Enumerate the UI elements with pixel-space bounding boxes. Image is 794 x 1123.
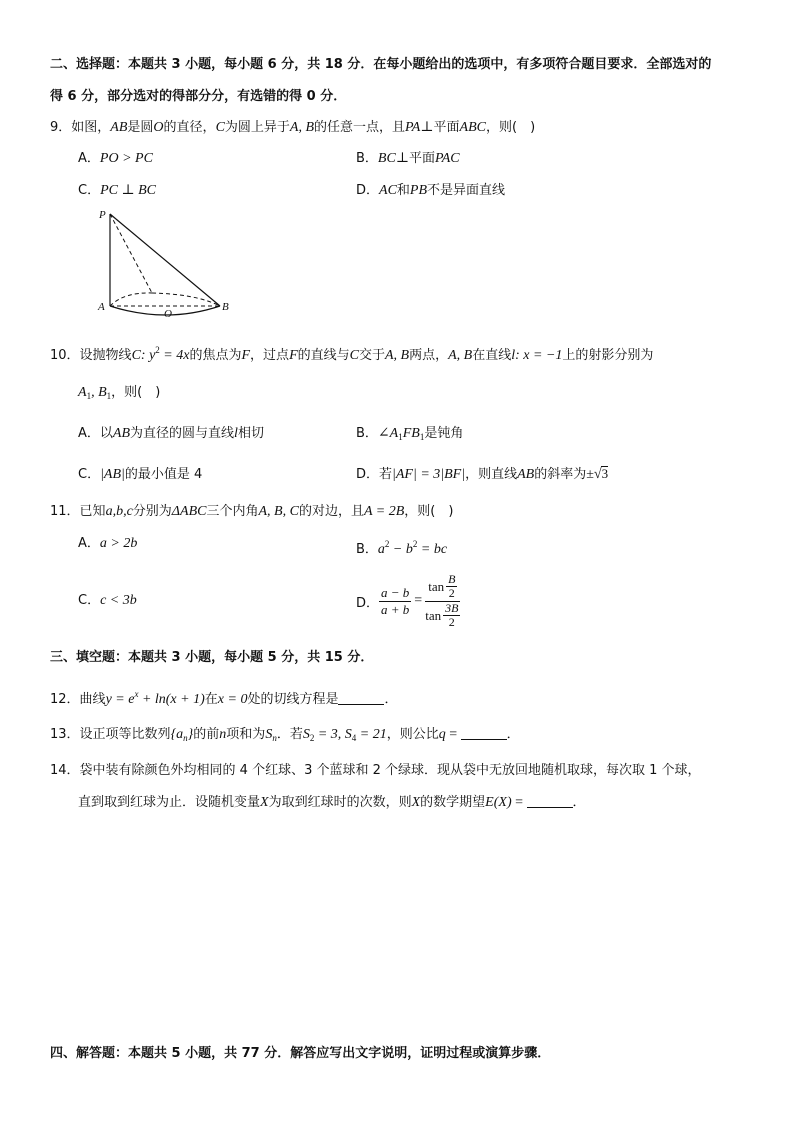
math: + ln(x + 1) — [138, 692, 205, 707]
math: A, B — [448, 348, 473, 363]
denominator: a + b — [381, 601, 410, 617]
option-math: a > 2b — [99, 536, 138, 551]
q11-option-c — [78, 592, 137, 610]
q9-text: 是圆 — [127, 120, 154, 135]
question-number: 9． — [50, 120, 72, 135]
q9-text: 的直径， — [163, 120, 216, 135]
sqrt-radicand: 3 — [601, 466, 609, 481]
question-11 — [50, 503, 453, 521]
math: a,b,c — [105, 504, 133, 519]
option-label: D． — [356, 595, 380, 611]
q14-text: ． — [572, 795, 586, 810]
math: x = 0 — [217, 692, 248, 707]
question-number: 14． — [50, 763, 80, 778]
math: A, B, C — [258, 504, 299, 519]
q12-text: ． — [384, 692, 398, 707]
math: X — [411, 795, 421, 810]
q13-text: 的前 — [193, 727, 220, 742]
option-math: l — [234, 426, 238, 441]
q10-text: 两点， — [409, 348, 449, 363]
superscript: 2 — [155, 345, 160, 355]
option-label: B． — [356, 426, 378, 441]
numerator: B — [448, 572, 456, 586]
option-math: AB — [112, 426, 131, 441]
option-text: 平面 — [408, 151, 435, 166]
q11-option-a — [78, 535, 137, 553]
q10-text: 设抛物线 — [79, 348, 132, 363]
option-math: = bc — [417, 542, 448, 557]
q10-text: ，则( ) — [111, 385, 161, 400]
q13-text: 项和为 — [226, 727, 266, 742]
option-text: 为直径的圆与直线 — [130, 426, 235, 441]
3b-over-2 — [443, 602, 460, 629]
tan-function: tan — [428, 578, 445, 594]
q10-text: 在直线 — [472, 348, 512, 363]
math: l — [511, 348, 516, 363]
option-math: AB — [517, 467, 535, 482]
q11-option-b — [356, 535, 447, 559]
math: {a — [170, 727, 184, 742]
q9-text: 的任意一点，且 — [314, 120, 406, 135]
option-label: A． — [78, 536, 100, 551]
q9-option-a — [78, 150, 153, 168]
q11-text: ，则( ) — [404, 504, 454, 519]
math: n — [219, 727, 227, 742]
numerator: 3B — [445, 601, 459, 615]
q9-text: 平面 — [433, 120, 460, 135]
q10-option-a — [78, 425, 264, 443]
q10-option-b — [356, 425, 463, 446]
q14-text: 为取到红球时的次数，则 — [268, 795, 412, 810]
q10-text: 的焦点为 — [189, 348, 242, 363]
q11-text: 三个内角 — [206, 504, 259, 519]
q11-option-d — [356, 566, 460, 636]
option-math: AC — [379, 183, 397, 198]
math-o: O — [153, 120, 164, 135]
tan-ratio-denominator — [425, 602, 460, 629]
q12-text: 处的切线方程是 — [247, 692, 339, 707]
q9-option-c — [78, 182, 156, 200]
plus-minus-symbol: ± — [586, 467, 594, 482]
perp-symbol: ⊥ — [395, 151, 409, 166]
b-over-2 — [446, 573, 457, 600]
fig-label-b: B — [222, 301, 229, 313]
math: F — [241, 348, 251, 363]
option-math: |AB| — [100, 467, 125, 482]
math: S — [265, 727, 273, 742]
option-label: D． — [356, 183, 380, 198]
option-text: 和 — [396, 183, 410, 198]
option-label: D． — [356, 467, 380, 482]
q10-line2 — [78, 384, 160, 405]
question-number: 12． — [50, 692, 80, 707]
math: y = e — [105, 692, 135, 707]
denominator: 2 — [448, 615, 455, 629]
q13-text: 设正项等比数列 — [79, 727, 171, 742]
fig-label-o: O — [164, 308, 172, 320]
math: = 3, S — [314, 727, 352, 742]
option-label: B． — [356, 542, 378, 557]
math: A — [78, 385, 87, 400]
numerator: a − b — [381, 584, 410, 600]
math: : x = −1 — [515, 348, 563, 363]
q12-text: 曲线 — [79, 692, 106, 707]
fig-label-a: A — [98, 301, 105, 313]
math: A = 2B — [363, 504, 405, 519]
subscript: 1 — [398, 432, 403, 442]
q10-text: 的直线与 — [297, 348, 350, 363]
option-label: C． — [78, 183, 101, 198]
option-text: 相切 — [237, 426, 264, 441]
q9-text: 如图， — [71, 120, 111, 135]
fraction-a-minus-b-over-a-plus-b — [379, 585, 411, 618]
math: A, B — [385, 348, 410, 363]
subscript: n — [183, 733, 188, 743]
math: q — [438, 727, 446, 742]
q10-text: 交于 — [358, 348, 385, 363]
subscript: n — [272, 733, 277, 743]
option-text: 不是异面直线 — [427, 183, 506, 198]
math: = 21 — [356, 727, 387, 742]
superscript: x — [134, 689, 139, 699]
answer-blank[interactable] — [527, 795, 573, 808]
math: C — [131, 348, 141, 363]
question-number: 10． — [50, 348, 80, 363]
q13-text: ，则公比 — [386, 727, 439, 742]
equals-sign: = — [445, 727, 461, 742]
question-14-line1 — [50, 762, 701, 780]
option-text: 若 — [379, 467, 393, 482]
option-math: PB — [409, 183, 428, 198]
math: S — [302, 727, 310, 742]
question-14-line2 — [78, 794, 586, 812]
q11-text: 的对边，且 — [298, 504, 364, 519]
question-13 — [50, 726, 520, 747]
equals-sign: = — [511, 795, 527, 810]
option-math: PAC — [435, 151, 460, 166]
superscript: 2 — [412, 539, 418, 549]
q12-text: 在 — [204, 692, 218, 707]
q10-text: 上的射影分别为 — [562, 348, 654, 363]
q14-text: 直到取到红球为止．设随机变量 — [78, 795, 261, 810]
question-number: 13． — [50, 727, 80, 742]
denominator: 2 — [448, 586, 455, 600]
option-label: C． — [78, 467, 101, 482]
option-math: c < 3b — [100, 593, 137, 608]
q9-option-d — [356, 182, 505, 200]
option-label: A． — [78, 426, 100, 441]
subscript: 1 — [86, 391, 92, 401]
q13-text: ． — [506, 727, 520, 742]
option-text: ，则直线 — [465, 467, 518, 482]
math: X — [260, 795, 269, 810]
option-math: ∠A — [377, 426, 399, 441]
option-text: 的最小值是 4 — [124, 467, 203, 482]
q10-option-c — [78, 466, 202, 484]
math: = 4x — [159, 348, 190, 363]
question-10 — [50, 341, 653, 365]
math: F — [289, 348, 298, 363]
q11-text: 分别为 — [132, 504, 172, 519]
fig-label-p: P — [99, 209, 106, 221]
q10-text: ，过点 — [250, 348, 290, 363]
math: ΔABC — [171, 504, 207, 519]
option-text: 以 — [99, 426, 113, 441]
answer-blank[interactable] — [461, 727, 507, 740]
q9-text: ，则( ) — [486, 120, 536, 135]
section-2-header-line1: 二、选择题：本题共 3 小题，每小题 6 分，共 18 分．在每小题给出的选项中，有多项符合题目要求．全部选对的 — [50, 57, 712, 72]
subscript: 1 — [419, 432, 425, 442]
math: , B — [91, 385, 107, 400]
answer-blank[interactable] — [338, 692, 384, 705]
math: E(X) — [485, 795, 512, 810]
q9-text: 为圆上异于 — [224, 120, 290, 135]
option-label: A． — [78, 151, 100, 166]
option-math: BC — [377, 151, 396, 166]
option-math: |AF| = 3|BF| — [392, 467, 466, 482]
section-3-header: 三、填空题：本题共 3 小题，每小题 5 分，共 15 分． — [50, 650, 374, 665]
tan-ratio-fraction — [425, 573, 460, 629]
option-text: 的斜率为 — [534, 467, 587, 482]
q14-text: 袋中装有除颜色外均相同的 4 个红球、3 个蓝球和 2 个绿球．现从袋中无放回地随机取球，每次取 1 个球， — [79, 763, 701, 778]
question-9 — [50, 119, 535, 137]
math-a-b: A, B — [289, 120, 315, 135]
option-math: PO > PC — [99, 151, 153, 166]
option-label: C． — [78, 593, 101, 608]
q10-option-d — [356, 466, 608, 484]
equals-sign: = — [414, 593, 423, 608]
math-pa: PA — [405, 120, 421, 135]
q11-text: 已知 — [79, 504, 106, 519]
math-c: C — [215, 120, 225, 135]
option-math: a — [377, 542, 385, 557]
option-label: B． — [356, 151, 378, 166]
perp-symbol: ⊥ — [420, 120, 434, 135]
question-12 — [50, 685, 397, 709]
tan-ratio-numerator — [425, 573, 460, 602]
option-text: 是钝角 — [424, 426, 464, 441]
tan-function: tan — [425, 607, 442, 623]
q9-option-b — [356, 150, 460, 168]
question-number: 11． — [50, 504, 80, 519]
q9-figure-cone — [96, 206, 236, 320]
sqrt-sign: √ — [593, 467, 602, 482]
q14-text: 的数学期望 — [420, 795, 486, 810]
math: C — [349, 348, 359, 363]
option-math: FB — [402, 426, 420, 441]
q13-text: ．若 — [276, 727, 303, 742]
subscript: 1 — [106, 391, 112, 401]
section-4-header: 四、解答题：本题共 5 小题，共 77 分．解答应写出文字说明，证明过程或演算步骤． — [50, 1046, 551, 1061]
math-ab: AB — [110, 120, 128, 135]
superscript: 2 — [384, 539, 390, 549]
option-math: PC ⊥ BC — [100, 183, 157, 198]
math-abc: ABC — [459, 120, 486, 135]
section-2-header-line2: 得 6 分，部分选对的得部分分，有选错的得 0 分． — [50, 89, 347, 104]
math: } — [187, 727, 194, 742]
subscript: 2 — [309, 733, 315, 743]
subscript: 4 — [351, 733, 357, 743]
math: : y — [140, 348, 156, 363]
option-math: − b — [389, 542, 413, 557]
